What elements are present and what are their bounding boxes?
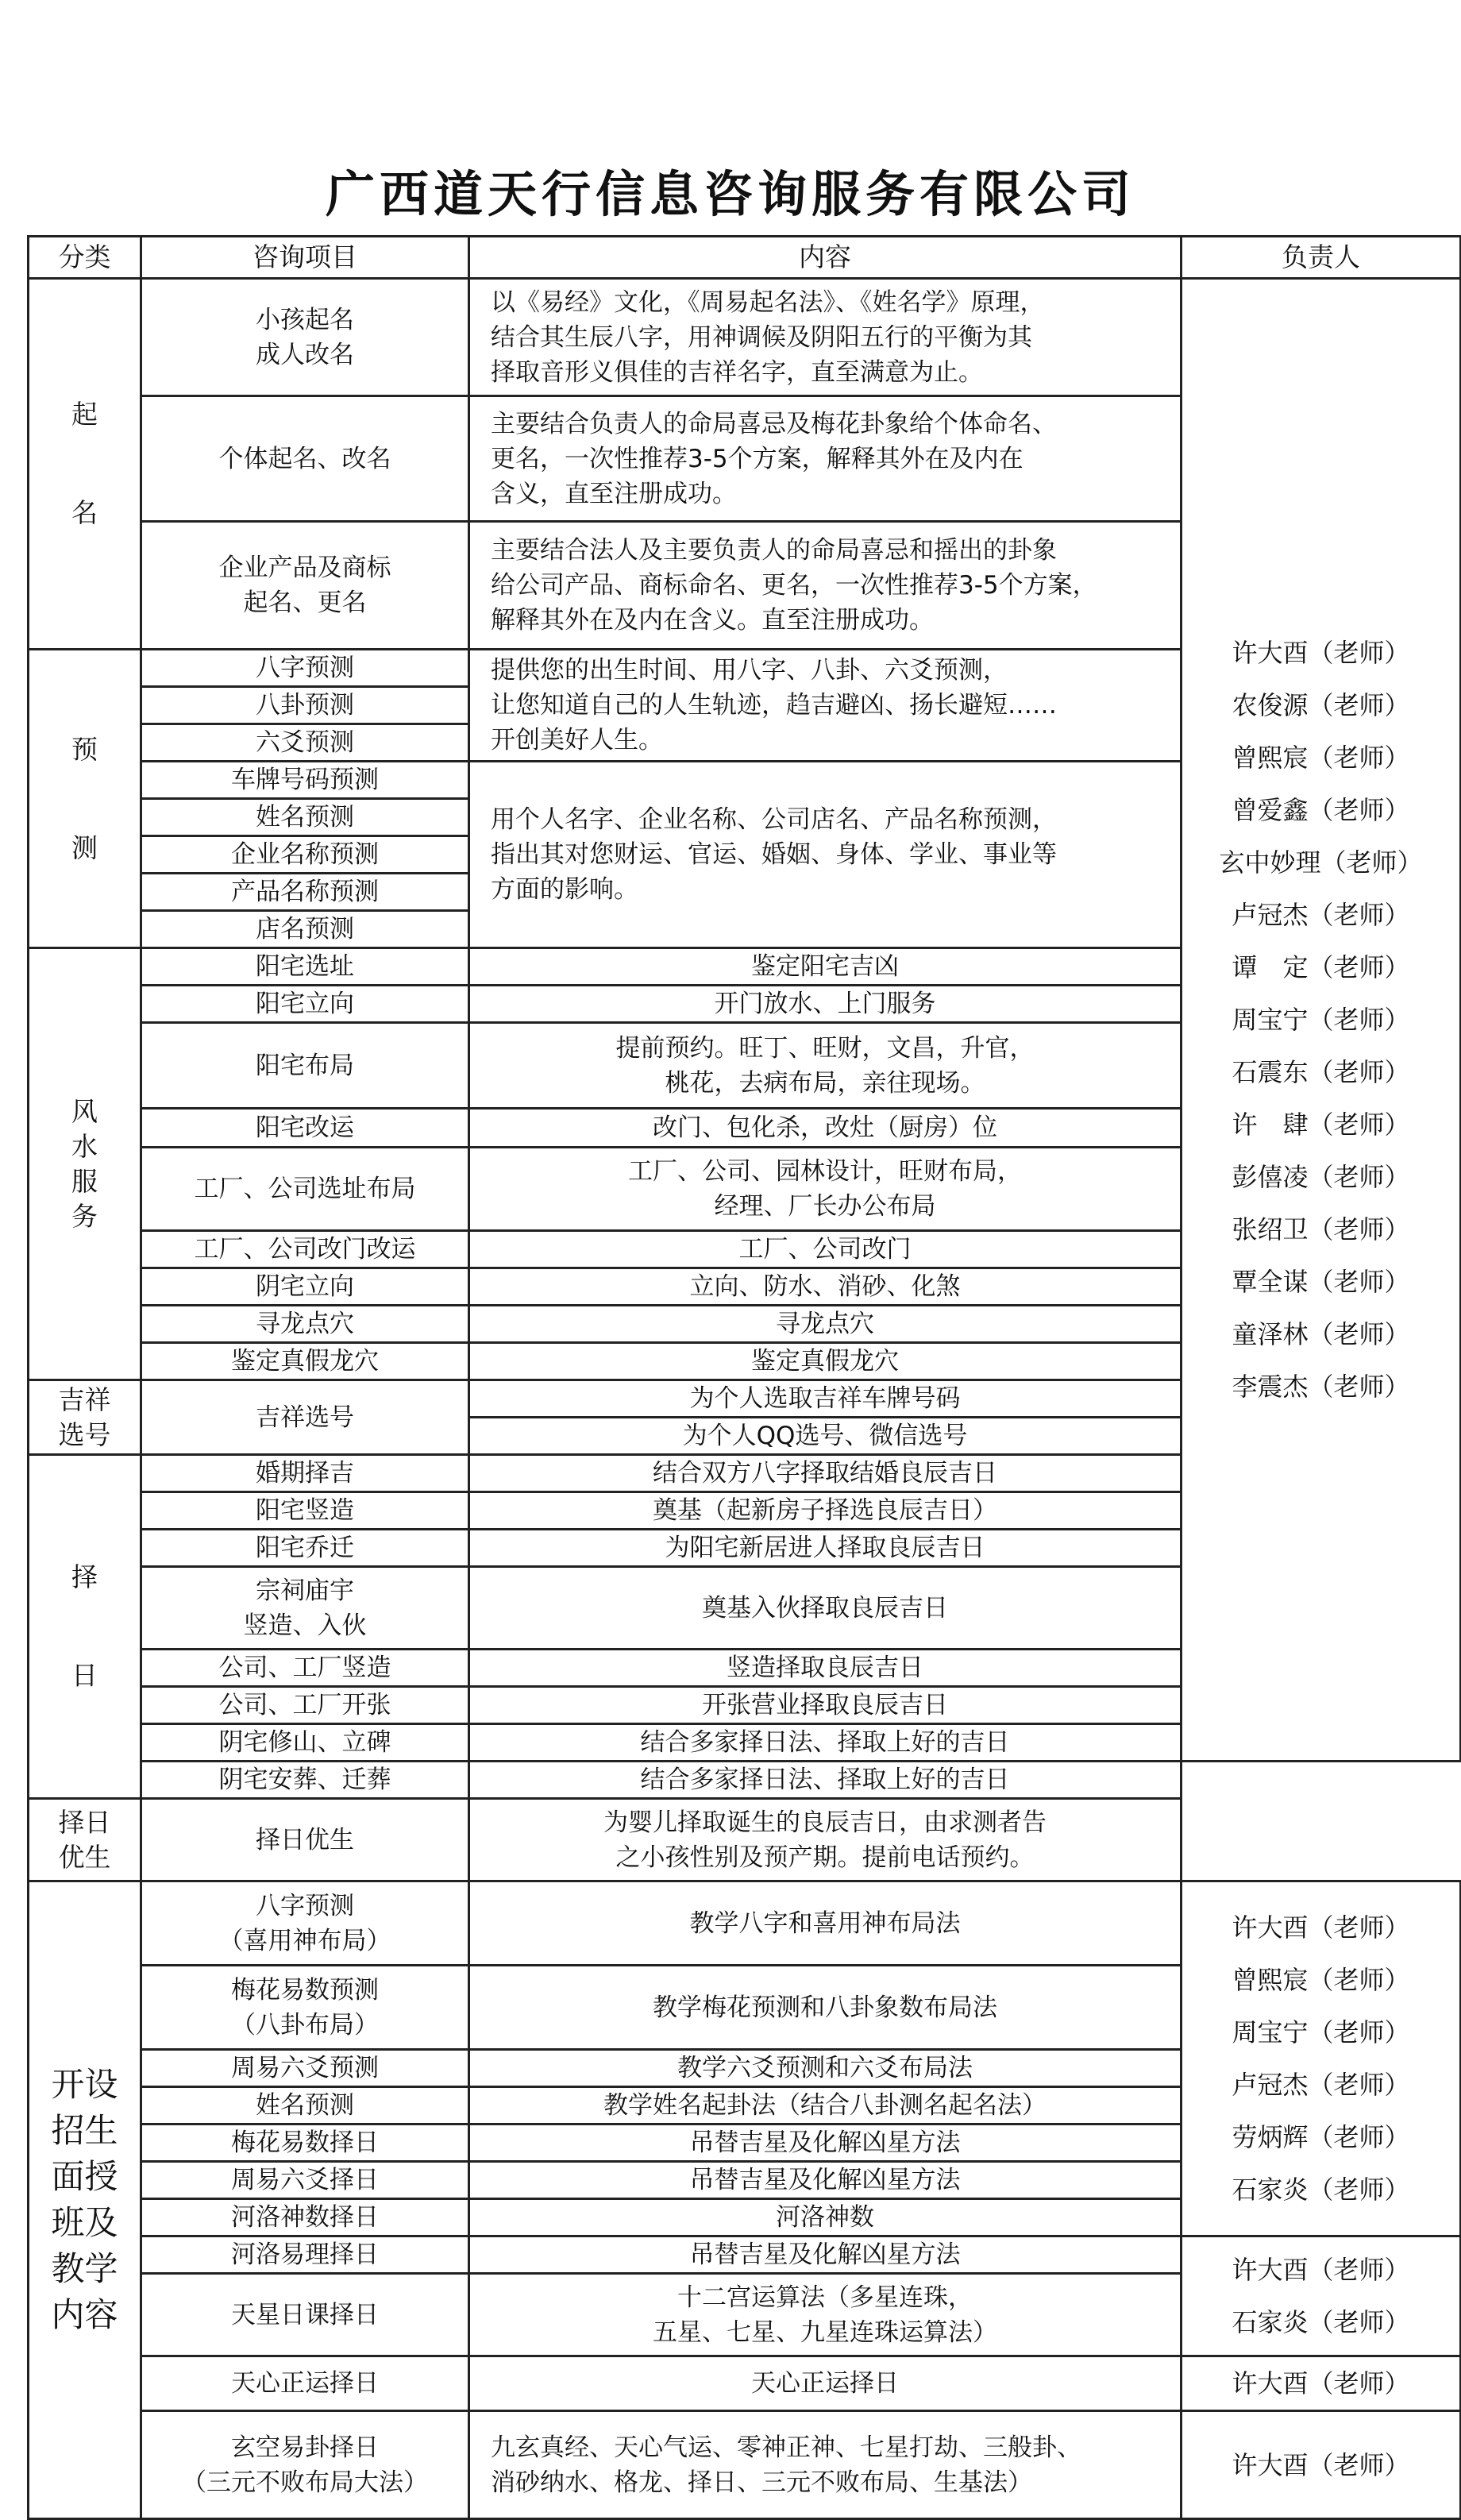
content-cell: 工厂、公司改门 <box>469 1231 1182 1268</box>
item-cell: 梅花易数择日 <box>141 2124 469 2162</box>
teacher-name: 周宝宁（老师） <box>1232 2017 1410 2047</box>
teacher-list-services <box>1182 279 1461 1762</box>
teacher-name: 许大酉（老师） <box>1232 638 1410 668</box>
item-cell: 寻龙点穴 <box>141 1306 469 1343</box>
content-cell: 主要结合负责人的命局喜忌及梅花卦象给个体命名、 更名，一次性推荐3-5个方案，解释其外在及内在 含义，直至注册成功。 <box>469 396 1182 522</box>
item-cell: 工厂、公司选址布局 <box>141 1148 469 1231</box>
teacher-name: 周宝宁（老师） <box>1232 1005 1410 1035</box>
item-cell: 择日优生 <box>141 1799 469 1881</box>
item-cell: 周易六爻择日 <box>141 2162 469 2199</box>
category-lucky-number: 吉祥 选号 <box>29 1380 141 1455</box>
item-cell: 玄空易卦择日 （三元不败布局大法） <box>141 2411 469 2519</box>
teacher-name: 许大酉（老师） <box>1232 1912 1410 1943</box>
teacher-name: 张绍卫（老师） <box>1232 1214 1410 1245</box>
item-cell: 公司、工厂开张 <box>141 1687 469 1724</box>
content-cell: 改门、包化杀，改灶（厨房）位 <box>469 1109 1182 1148</box>
table-row <box>29 2411 1461 2519</box>
teacher-name: 石震东（老师） <box>1232 1057 1410 1087</box>
item-cell: 个体起名、改名 <box>141 396 469 522</box>
teacher-name: 曾爱鑫（老师） <box>1232 795 1410 825</box>
item-cell: 企业产品及商标 起名、更名 <box>141 522 469 650</box>
header-item: 咨询项目 <box>141 237 469 279</box>
item-cell: 姓名预测 <box>141 2087 469 2124</box>
category-fengshui: 风 水 服 务 <box>29 948 141 1380</box>
item-cell: 鉴定真假龙穴 <box>141 1343 469 1380</box>
content-cell: 提供您的出生时间、用八字、八卦、六爻预测， 让您知道自己的人生轨迹，趋吉避凶、扬长避短…… 开创美好人生。 <box>469 650 1182 762</box>
teacher-name: 卢冠杰（老师） <box>1232 2070 1410 2100</box>
teacher-name: 石家炎（老师） <box>1232 2175 1410 2205</box>
content-cell: 竖造择取良辰吉日 <box>469 1650 1182 1687</box>
item-cell: 宗祠庙宇 竖造、入伙 <box>141 1567 469 1650</box>
teacher-name: 农俊源（老师） <box>1232 690 1410 720</box>
item-cell: 小孩起名 成人改名 <box>141 279 469 396</box>
content-cell: 开张营业择取良辰吉日 <box>469 1687 1182 1724</box>
table-row <box>29 1881 1461 1966</box>
table-row <box>29 2356 1461 2411</box>
item-cell: 婚期择吉 <box>141 1455 469 1492</box>
content-cell: 结合多家择日法、择取上好的吉日 <box>469 1724 1182 1762</box>
content-cell: 为个人选取吉祥车牌号码 <box>469 1380 1182 1418</box>
item-cell: 阳宅布局 <box>141 1023 469 1109</box>
teacher-name: 童泽林（老师） <box>1232 1319 1410 1349</box>
teacher-name: 许大酉（老师） <box>1232 2255 1410 2285</box>
teacher-name: 许大酉（老师） <box>1232 2449 1410 2480</box>
item-cell: 阴宅立向 <box>141 1268 469 1306</box>
item-cell: 产品名称预测 <box>141 874 469 911</box>
teacher-list-courses-c <box>1182 2356 1461 2411</box>
category-date-selection: 择 日 <box>29 1455 141 1799</box>
content-cell: 教学八字和喜用神布局法 <box>469 1881 1182 1966</box>
item-cell: 吉祥选号 <box>141 1380 469 1455</box>
item-cell: 阳宅竖造 <box>141 1492 469 1530</box>
category-naming: 起 名 <box>29 279 141 650</box>
teacher-name: 石家炎（老师） <box>1232 2307 1410 2337</box>
item-cell: 周易六爻预测 <box>141 2050 469 2087</box>
item-cell: 天星日课择日 <box>141 2274 469 2356</box>
item-cell: 八字预测 <box>141 650 469 687</box>
teacher-name: 李震杰（老师） <box>1232 1372 1410 1402</box>
item-cell: 公司、工厂竖造 <box>141 1650 469 1687</box>
content-cell: 结合多家择日法、择取上好的吉日 <box>469 1762 1182 1799</box>
content-cell: 教学梅花预测和八卦象数布局法 <box>469 1966 1182 2050</box>
header-category: 分类 <box>29 237 141 279</box>
content-cell: 教学姓名起卦法（结合八卦测名起名法） <box>469 2087 1182 2124</box>
content-cell: 鉴定阳宅吉凶 <box>469 948 1182 986</box>
item-cell: 梅花易数预测 （八卦布局） <box>141 1966 469 2050</box>
item-cell: 店名预测 <box>141 911 469 948</box>
category-prediction: 预 测 <box>29 650 141 948</box>
item-cell: 车牌号码预测 <box>141 762 469 799</box>
content-cell: 主要结合法人及主要负责人的命局喜忌和摇出的卦象 给公司产品、商标命名、更名，一次性推荐3-5个方案， 解释其外在及内在含义。直至注册成功。 <box>469 522 1182 650</box>
content-cell: 天心正运择日 <box>469 2356 1182 2411</box>
content-cell: 为阳宅新居进人择取良辰吉日 <box>469 1530 1182 1567</box>
item-cell: 天心正运择日 <box>141 2356 469 2411</box>
teacher-name: 劳炳辉（老师） <box>1232 2122 1410 2152</box>
company-title: 广西道天行信息咨询服务有限公司 <box>325 165 1135 223</box>
item-cell: 阳宅选址 <box>141 948 469 986</box>
content-cell: 提前预约。旺丁、旺财，文昌，升官， 桃花，去病布局，亲往现场。 <box>469 1023 1182 1109</box>
teacher-name: 曾熙宸（老师） <box>1232 1965 1410 1995</box>
content-cell: 吊替吉星及化解凶星方法 <box>469 2236 1182 2274</box>
item-cell: 河洛易理择日 <box>141 2236 469 2274</box>
category-courses: 开设 招生 面授 班及 教学 内容 <box>29 1881 141 2519</box>
teacher-name: 覃全谋（老师） <box>1232 1267 1410 1297</box>
content-cell: 吊替吉星及化解凶星方法 <box>469 2162 1182 2199</box>
item-cell: 企业名称预测 <box>141 836 469 874</box>
content-cell: 寻龙点穴 <box>469 1306 1182 1343</box>
content-cell: 以《易经》文化，《周易起名法》、《姓名学》原理， 结合其生辰八字，用神调候及阴阳五行的平衡为其 择取音形义俱佳的吉祥名字，直至满意为止。 <box>469 279 1182 396</box>
item-cell: 阳宅乔迁 <box>141 1530 469 1567</box>
table-row <box>29 2236 1461 2274</box>
table-row <box>29 1799 1461 1881</box>
teacher-name: 许大酉（老师） <box>1232 2368 1410 2398</box>
item-cell: 河洛神数择日 <box>141 2199 469 2236</box>
teacher-name: 许 肆（老师） <box>1232 1109 1410 1140</box>
item-cell: 六爻预测 <box>141 724 469 762</box>
item-cell: 阴宅安葬、迁葬 <box>141 1762 469 1799</box>
header-content: 内容 <box>469 237 1182 279</box>
teacher-name: 玄中妙理（老师） <box>1219 847 1423 878</box>
content-cell: 为个人QQ选号、微信选号 <box>469 1418 1182 1455</box>
teacher-list-courses-b <box>1182 2236 1461 2356</box>
category-birth-date: 择日 优生 <box>29 1799 141 1881</box>
content-cell: 十二宫运算法（多星连珠， 五星、七星、九星连珠运算法） <box>469 2274 1182 2356</box>
table-row <box>29 1762 1461 1799</box>
item-cell: 八字预测 （喜用神布局） <box>141 1881 469 1966</box>
table-row <box>29 279 1461 396</box>
item-cell: 姓名预测 <box>141 799 469 836</box>
item-cell: 八卦预测 <box>141 687 469 724</box>
content-cell: 为婴儿择取诞生的良辰吉日，由求测者告 之小孩性别及预产期。提前电话预约。 <box>469 1799 1182 1881</box>
item-cell: 工厂、公司改门改运 <box>141 1231 469 1268</box>
content-cell: 吊替吉星及化解凶星方法 <box>469 2124 1182 2162</box>
content-cell: 奠基入伙择取良辰吉日 <box>469 1567 1182 1650</box>
teacher-name: 曾熙宸（老师） <box>1232 743 1410 773</box>
item-cell: 阳宅立向 <box>141 986 469 1023</box>
services-table <box>27 235 1459 2497</box>
content-cell: 工厂、公司、园林设计，旺财布局， 经理、厂长办公布局 <box>469 1148 1182 1231</box>
teacher-name: 彭僖凌（老师） <box>1232 1162 1410 1192</box>
teacher-list-courses-d <box>1182 2411 1461 2519</box>
table-header-row <box>29 237 1461 279</box>
content-cell: 立向、防水、消砂、化煞 <box>469 1268 1182 1306</box>
teacher-name: 卢冠杰（老师） <box>1232 900 1410 930</box>
teacher-name: 谭 定（老师） <box>1232 952 1410 982</box>
content-cell: 用个人名字、企业名称、公司店名、产品名称预测， 指出其对您财运、官运、婚姻、身体、学业、事业等 方面的影响。 <box>469 762 1182 948</box>
content-cell: 河洛神数 <box>469 2199 1182 2236</box>
item-cell: 阳宅改运 <box>141 1109 469 1148</box>
content-cell: 开门放水、上门服务 <box>469 986 1182 1023</box>
content-cell: 教学六爻预测和六爻布局法 <box>469 2050 1182 2087</box>
item-cell: 阴宅修山、立碑 <box>141 1724 469 1762</box>
content-cell: 结合双方八字择取结婚良辰吉日 <box>469 1455 1182 1492</box>
content-cell: 奠基（起新房子择选良辰吉日） <box>469 1492 1182 1530</box>
content-cell: 九玄真经、天心气运、零神正神、七星打劫、三般卦、 消砂纳水、格龙、择日、三元不败布局、生基法） <box>469 2411 1182 2519</box>
teacher-list-courses-a <box>1182 1881 1461 2236</box>
header-teacher: 负责人 <box>1182 237 1461 279</box>
content-cell: 鉴定真假龙穴 <box>469 1343 1182 1380</box>
